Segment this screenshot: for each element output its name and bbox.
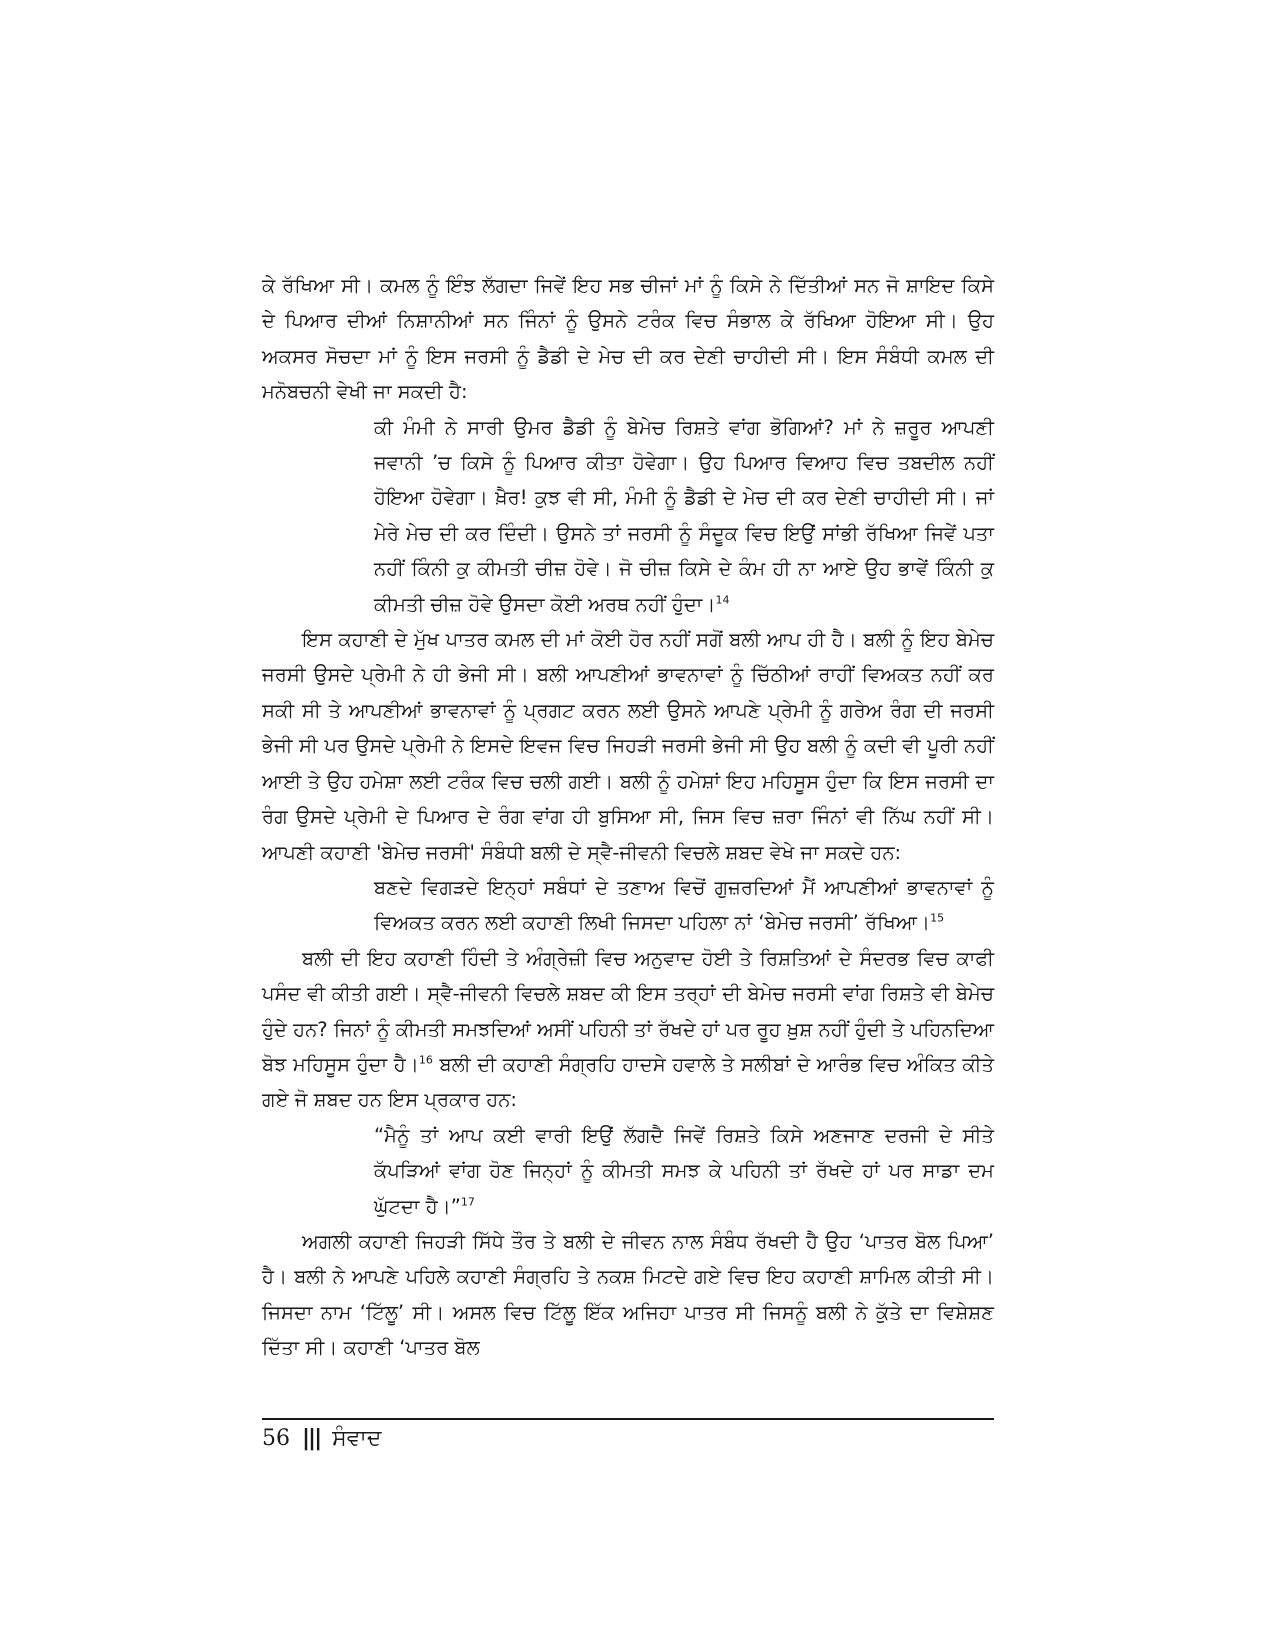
paragraph-4: ਅਗਲੀ ਕਹਾਣੀ ਜਿਹੜੀ ਸਿੱਧੇ ਤੌਰ ਤੇ ਬਲੀ ਦੇ ਜੀਵਨ ਨਾਲ ਸੰਬੰਧ ਰੱਖਦੀ ਹੈ ਉਹ ‘ਪਾਤਰ ਬੋਲ ਪਿਆ’ ਹੈ। ਬਲੀ ਨੇ ਆਪਣੇ ਪਹਿਲੇ ਕਹਾਣੀ ਸੰਗ੍ਰਹਿ ਤੇ ਨਕਸ਼ ਮਿਟਦੇ ਗਏ ਵਿਚ ਇਹ ਕਹਾਣੀ ਸ਼ਾਮਿਲ ਕੀਤੀ ਸੀ। ਜਿਸਦਾ ਨਾਮ ‘ਟਿੱਲੂ’ ਸੀ। ਅਸਲ ਵਿਚ ਟਿੱਲੂ ਇੱਕ ਅਜਿਹਾ ਪਾਤਰ ਸੀ ਜਿਸਨੂੰ ਬਲੀ ਨੇ ਕੁੱਤੇ ਦਾ ਵਿਸ਼ੇਸ਼ਣ ਦਿੱਤਾ ਸੀ। ਕਹਾਣੀ ‘ਪਾਤਰ ਬੋਲ <box>262 1229 994 1360</box>
page-number: 56 <box>262 1426 290 1451</box>
footnote-ref-15: 15 <box>930 911 945 925</box>
page-footer <box>262 1418 994 1451</box>
quote-text: ਕੀ ਮੰਮੀ ਨੇ ਸਾਰੀ ਉਮਰ ਡੈਡੀ ਨੂੰ ਬੇਮੇਚ ਰਿਸ਼ਤੇ ਵਾਂਗ ਭੋਗਿਆਂ? ਮਾਂ ਨੇ ਜ਼ਰੂਰ ਆਪਣੀ ਜਵਾਨੀ ’ਚ ਕਿਸੇ ਨੂੰ ਪਿਆਰ ਕੀਤਾ ਹੋਵੇਗਾ। ਉਹ ਪਿਆਰ ਵਿਆਹ ਵਿਚ ਤਬਦੀਲ ਨਹੀਂ ਹੋਇਆ ਹੋਵੇਗਾ। ਖ਼ੈਰ! ਕੁਝ ਵੀ ਸੀ, ਮੰਮੀ ਨੂੰ ਡੈਡੀ ਦੇ ਮੇਚ ਦੀ ਕਰ ਦੇਣੀ ਚਾਹੀਦੀ ਸੀ। ਜਾਂ ਮੇਰੇ ਮੇਚ ਦੀ ਕਰ ਦਿੰਦੀ। ਉਸਨੇ ਤਾਂ ਜਰਸੀ ਨੂੰ ਸੰਦੂਕ ਵਿਚ ਇਉਂ ਸਾਂਭੀ ਰੱਖਿਆ ਜਿਵੇਂ ਪਤਾ ਨਹੀਂ ਕਿੰਨੀ ਕੁ ਕੀਮਤੀ ਚੀਜ਼ ਹੋਵੇ। ਜੋ ਚੀਜ਼ ਕਿਸੇ ਦੇ ਕੰਮ ਹੀ ਨਾ ਆਏ ਉਹ ਭਾਵੇਂ ਕਿੰਨੀ ਕੁ ਕੀਮਤੀ ਚੀਜ਼ ਹੋਵੇ ਉਸਦਾ ਕੋਈ ਅਰਥ ਨਹੀਂ ਹੁੰਦਾ। <box>374 415 994 616</box>
footnote-ref-14: 14 <box>715 593 730 607</box>
paragraph-1: ਕੇ ਰੱਖਿਆ ਸੀ। ਕਮਲ ਨੂੰ ਇੰਝ ਲੱਗਦਾ ਜਿਵੇਂ ਇਹ ਸਭ ਚੀਜਾਂ ਮਾਂ ਨੂੰ ਕਿਸੇ ਨੇ ਦਿੱਤੀਆਂ ਸਨ ਜੋ ਸ਼ਾਇਦ ਕਿਸੇ ਦੇ ਪਿਆਰ ਦੀਆਂ ਨਿਸ਼ਾਨੀਆਂ ਸਨ ਜਿੰਨਾਂ ਨੂੰ ਉਸਨੇ ਟਰੰਕ ਵਿਚ ਸੰਭਾਲ ਕੇ ਰੱਖਿਆ ਹੋਇਆ ਸੀ। ਉਹ ਅਕਸਰ ਸੋਚਦਾ ਮਾਂ ਨੂੰ ਇਸ ਜਰਸੀ ਨੂੰ ਡੈਡੀ ਦੇ ਮੇਚ ਦੀ ਕਰ ਦੇਣੀ ਚਾਹੀਦੀ ਸੀ। ਇਸ ਸੰਬੰਧੀ ਕਮਲ ਦੀ ਮਨੋਬਚਨੀ ਵੇਖੀ ਜਾ ਸਕਦੀ ਹੈ: <box>262 274 994 404</box>
journal-title: ਸੰਵਾਦ <box>332 1426 382 1451</box>
page-body <box>262 268 994 1366</box>
block-quote-1 <box>374 410 994 622</box>
paragraph-3-text-a: ਬਲੀ ਦੀ ਇਹ ਕਹਾਣੀ ਹਿੰਦੀ ਤੇ ਅੰਗ੍ਰੇਜ਼ੀ ਵਿਚ ਅਨੁਵਾਦ ਹੋਈ ਤੇ ਰਿਸ਼ਤਿਆਂ ਦੇ ਸੰਦਰਭ ਵਿਚ ਕਾਫੀ ਪਸੰਦ ਵੀ ਕੀਤੀ ਗਈ। ਸ੍ਵੈ-ਜੀਵਨੀ ਵਿਚਲੇ ਸ਼ਬਦ ਕੀ ਇਸ ਤਰ੍ਹਾਂ ਦੀ ਬੇਮੇਚ ਜਰਸੀ ਵਾਂਗ ਰਿਸ਼ਤੇ ਵੀ ਬੇਮੇਚ ਹੁੰਦੇ ਹਨ? ਜਿਨਾਂ ਨੂੰ ਕੀਮਤੀ ਸਮਝਦਿਆਂ ਅਸੀਂ ਪਹਿਨੀ ਤਾਂ ਰੱਖਦੇ ਹਾਂ ਪਰ ਰੂਹ ਖ਼ੁਸ਼ ਨਹੀਂ ਹੁੰਦੀ ਤੇ ਪਹਿਨਦਿਆ ਬੋਝ ਮਹਿਸੂਸ ਹੁੰਦਾ ਹੈ। <box>262 946 994 1076</box>
footer-separator: ||| <box>302 1426 321 1451</box>
quote-text: “ਮੈਨੂੰ ਤਾਂ ਆਪ ਕਈ ਵਾਰੀ ਇਉਂ ਲੱਗਦੈ ਜਿਵੇਂ ਰਿਸ਼ਤੇ ਕਿਸੇ ਅਣਜਾਣ ਦਰਜੀ ਦੇ ਸੀਤੇ ਕੱਪੜਿਆਂ ਵਾਂਗ ਹੋਣ ਜਿਨ੍ਹਾਂ ਨੂੰ ਕੀਮਤੀ ਸਮਝ ਕੇ ਪਹਿਨੀ ਤਾਂ ਰੱਖਦੇ ਹਾਂ ਪਰ ਸਾਡਾ ਦਮ ਘੁੱਟਦਾ ਹੈ।” <box>374 1123 994 1218</box>
footnote-ref-17: 17 <box>460 1195 475 1209</box>
block-quote-3 <box>374 1118 994 1224</box>
footnote-ref-16: 16 <box>418 1053 433 1067</box>
block-quote-2 <box>374 870 994 941</box>
paragraph-3 <box>262 941 994 1118</box>
paragraph-3-text-b: ਬਲੀ ਦੀ ਕਹਾਣੀ ਸੰਗ੍ਰਹਿ ਹਾਦਸੇ ਹਵਾਲੇ ਤੇ ਸਲੀਬਾਂ ਦੇ ਆਰੰਭ ਵਿਚ ਅੰਕਿਤ ਕੀਤੇ ਗਏ ਜੋ ਸ਼ਬਦ ਹਨ ਇਸ ਪ੍ਰਕਾਰ ਹਨ: <box>262 1052 994 1112</box>
quote-text: ਬਣਦੇ ਵਿਗੜਦੇ ਇਨ੍ਹਾਂ ਸਬੰਧਾਂ ਦੇ ਤਣਾਅ ਵਿਚੋਂ ਗੁਜ਼ਰਦਿਆਂ ਮੈਂ ਆਪਣੀਆਂ ਭਾਵਨਾਵਾਂ ਨੂੰ ਵਿਅਕਤ ਕਰਨ ਲਈ ਕਹਾਣੀ ਲਿਖੀ ਜਿਸਦਾ ਪਹਿਲਾ ਨਾਂ ‘ਬੇਮੇਚ ਜਰਸੀ’ ਰੱਖਿਆ। <box>374 875 994 935</box>
paragraph-2: ਇਸ ਕਹਾਣੀ ਦੇ ਮੁੱਖ ਪਾਤਰ ਕਮਲ ਦੀ ਮਾਂ ਕੋਈ ਹੋਰ ਨਹੀਂ ਸਗੋਂ ਬਲੀ ਆਪ ਹੀ ਹੈ। ਬਲੀ ਨੂੰ ਇਹ ਬੇਮੇਚ ਜਰਸੀ ਉਸਦੇ ਪ੍ਰੇਮੀ ਨੇ ਹੀ ਭੇਜੀ ਸੀ। ਬਲੀ ਆਪਣੀਆਂ ਭਾਵਨਾਵਾਂ ਨੂੰ ਚਿੱਠੀਆਂ ਰਾਹੀਂ ਵਿਅਕਤ ਨਹੀਂ ਕਰ ਸਕੀ ਸੀ ਤੇ ਆਪਣੀਆਂ ਭਾਵਨਾਵਾਂ ਨੂੰ ਪ੍ਰਗਟ ਕਰਨ ਲਈ ਉਸਨੇ ਆਪਣੇ ਪ੍ਰੇਮੀ ਨੂੰ ਗਰੇਅ ਰੰਗ ਦੀ ਜਰਸੀ ਭੇਜੀ ਸੀ ਪਰ ਉਸਦੇ ਪ੍ਰੇਮੀ ਨੇ ਇਸਦੇ ਇਵਜ ਵਿਚ ਜਿਹੜੀ ਜਰਸੀ ਭੇਜੀ ਸੀ ਉਹ ਬਲੀ ਨੂੰ ਕਦੀ ਵੀ ਪੂਰੀ ਨਹੀਂ ਆਈ ਤੇ ਉਹ ਹਮੇਸ਼ਾ ਲਈ ਟਰੰਕ ਵਿਚ ਚਲੀ ਗਈ। ਬਲੀ ਨੂੰ ਹਮੇਸ਼ਾਂ ਇਹ ਮਹਿਸੂਸ ਹੁੰਦਾ ਕਿ ਇਸ ਜਰਸੀ ਦਾ ਰੰਗ ਉਸਦੇ ਪ੍ਰੇਮੀ ਦੇ ਪਿਆਰ ਦੇ ਰੰਗ ਵਾਂਗ ਹੀ ਬੁਸਿਆ ਸੀ, ਜਿਸ ਵਿਚ ਜ਼ਰਾ ਜਿੰਨਾਂ ਵੀ ਨਿੱਘ ਨਹੀਂ ਸੀ। ਆਪਣੀ ਕਹਾਣੀ 'ਬੇਮੇਚ ਜਰਸੀ' ਸੰਬੰਧੀ ਬਲੀ ਦੇ ਸ੍ਵੈ-ਜੀਵਨੀ ਵਿਚਲੇ ਸ਼ਬਦ ਵੇਖੇ ਜਾ ਸਕਦੇ ਹਨ: <box>262 628 994 864</box>
